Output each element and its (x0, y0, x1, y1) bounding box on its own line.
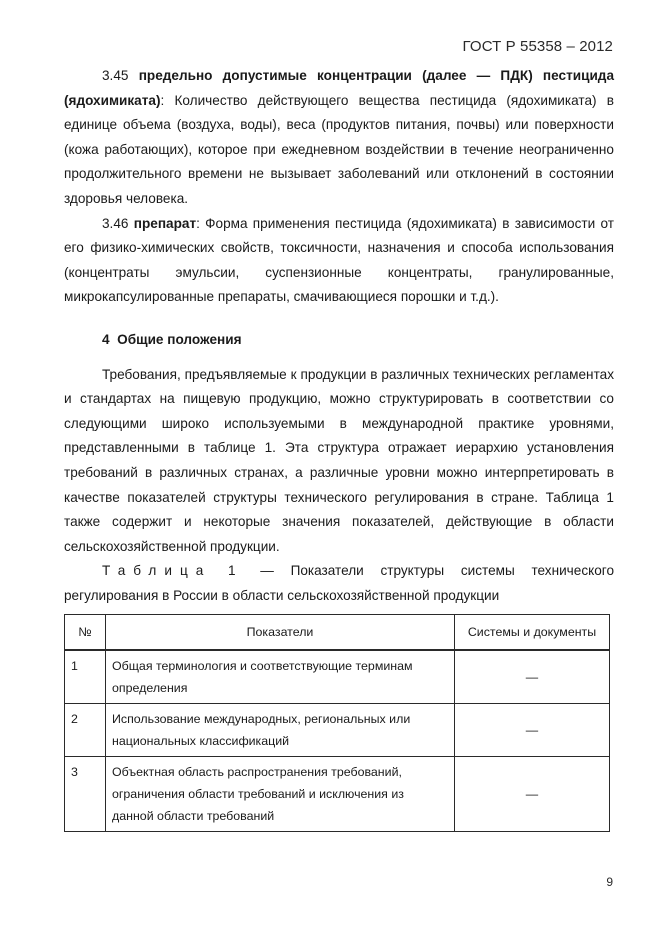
table-caption-label: Таблица (102, 563, 212, 579)
header-systems: Системы и документы (455, 615, 610, 651)
row-num: 2 (65, 704, 106, 757)
definition-term: предельно допустимые концентрации (далее — ПДК) пестицида (ядохимиката) (64, 68, 614, 108)
definition-text: : Количество действующего вещества пестицида (ядохимиката) в единице объема (воздуха, воды), веса (продуктов питания, почвы) или поверхности (кожа работающих), которое при ежедневном воздействии в течение неограниченно продолжительного времени не вызывает заболеваний или отклонений в состоянии здоровья человека. (64, 92, 614, 206)
row-system: — (455, 757, 610, 832)
definition-3-46 (64, 212, 614, 310)
row-indicator: Объектная область распространения требований, ограничения области требований и исключения из данной области требований (106, 757, 455, 832)
section-number: 4 (102, 331, 110, 347)
page-number: 9 (606, 875, 613, 889)
table-caption (64, 559, 614, 608)
row-indicator: Общая терминология и соответствующие терминам определения (106, 650, 455, 704)
section-paragraph: Требования, предъявляемые к продукции в различных технических регламентах и стандартах на пищевую продукцию, можно структурировать в соответствии со следующими широко используемыми в международной практике уровнями, представленными в таблице 1. Эта структура отражает иерархию установления требований в различных странах, а различные уровни можно интерпретировать в качестве показателей структуры технического регулирования в стране. Таблица 1 также содержит и некоторые значения показателей, действующие в области сельскохозяйственной продукции. (64, 366, 614, 554)
table-row (65, 704, 610, 757)
row-num: 1 (65, 650, 106, 704)
definition-text: : Форма применения пестицида (ядохимиката) в зависимости от его физико-химических свойств, токсичности, назначения и способа использования (концентраты эмульсии, суспензионные концентраты, гранулированные, микрокапсулированные препараты, смачивающиеся порошки и т.д.). (64, 215, 614, 305)
document-header: ГОСТ Р 55358 – 2012 (462, 38, 613, 55)
table-header-row (65, 615, 610, 651)
header-indicators: Показатели (106, 615, 455, 651)
section-heading (64, 328, 614, 353)
definition-number: 3.46 (102, 215, 129, 231)
header-num: № (65, 615, 106, 651)
table-row (65, 650, 610, 704)
indicators-table (64, 614, 610, 832)
definition-3-45 (64, 64, 614, 212)
table-row (65, 757, 610, 832)
row-system: — (455, 650, 610, 704)
table-caption-number: 1 (228, 563, 244, 579)
definition-number: 3.45 (102, 68, 129, 83)
row-indicator: Использование международных, региональных или национальных классификаций (106, 704, 455, 757)
definition-term: препарат (133, 215, 197, 231)
section-title: Общие положения (117, 331, 242, 347)
table-caption-text: — Показатели структуры системы технического регулирования в России в области сельскохозяйственной продукции (64, 563, 615, 603)
page-content (64, 64, 614, 832)
row-system: — (455, 704, 610, 757)
row-num: 3 (65, 757, 106, 832)
